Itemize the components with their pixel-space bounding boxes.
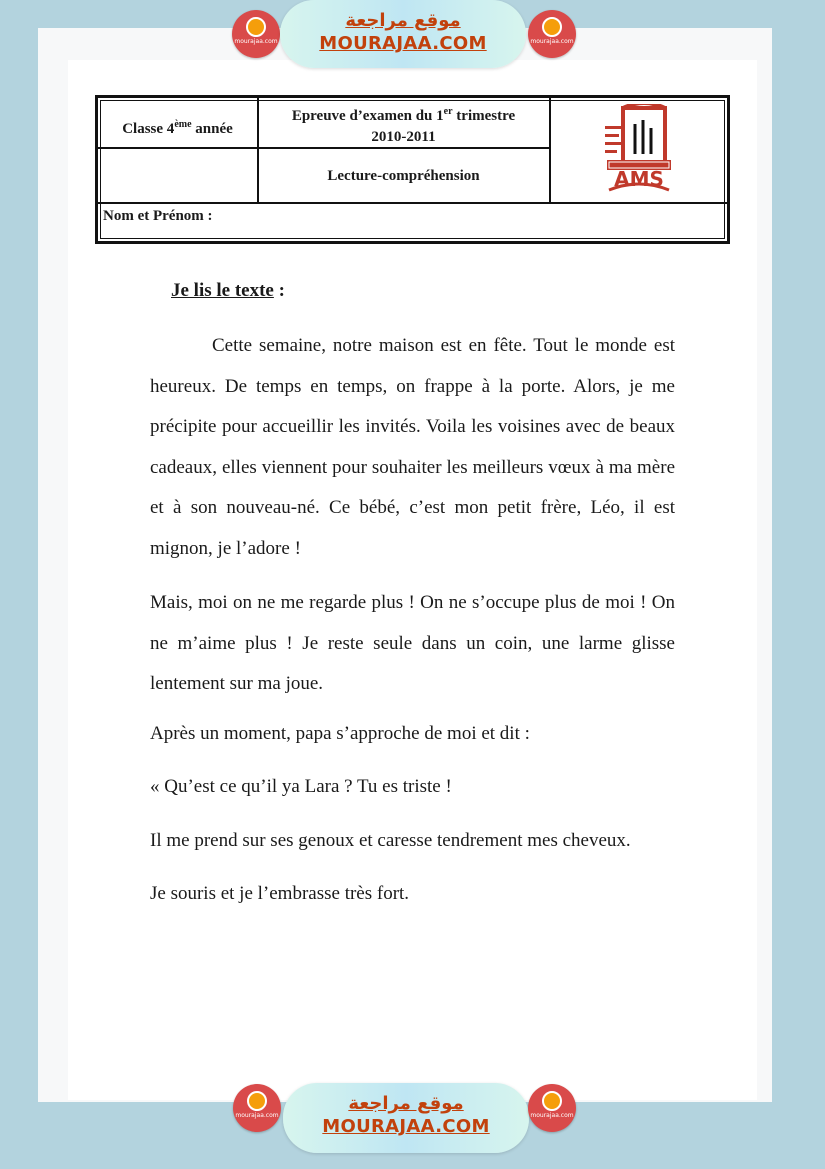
paragraph-2: Mais, moi on ne me regarde plus ! On ne s’occupe plus de moi ! On ne m’aime plus ! Je reste seule dans un coin, une larme glisse lentement sur ma joue. xyxy=(150,592,675,694)
site-logo-icon xyxy=(542,17,562,37)
site-banner-bottom[interactable] xyxy=(283,1083,529,1153)
paragraph-1: Cette semaine, notre maison est en fête. Tout le monde est heureux. De temps en temps, on frappe à la porte. Alors, je me précipite pour accueillir les invités. Voila les voisines avec de beaux cadeaux, elles viennent pour souhaiter les meilleurs vœux à ma mère et à son nouveau-né. Ce bébé, c’est mon petit frère, Léo, il est mignon, je l’adore ! xyxy=(150,335,675,559)
site-badge-right-top: mourajaa.com xyxy=(528,10,576,58)
site-badge-left-top: mourajaa.com xyxy=(232,10,280,58)
banner-site-link[interactable]: MOURAJAA.COM xyxy=(322,1116,490,1137)
site-logo-icon xyxy=(542,1091,562,1111)
site-badge-left-bottom: mourajaa.com xyxy=(233,1084,281,1132)
subject-cell: Lecture-compréhension xyxy=(327,168,480,184)
banner-arabic-title: موقع مراجعة xyxy=(345,10,461,31)
text-line-3: Après un moment, papa s’approche de moi et dit : xyxy=(150,723,530,744)
name-field-label: Nom et Prénom : xyxy=(103,208,213,224)
school-logo-icon xyxy=(605,104,673,196)
site-logo-icon xyxy=(246,17,266,37)
text-line-5: Il me prend sur ses genoux et caresse tendrement mes cheveux. xyxy=(150,830,631,851)
site-badge-right-bottom: mourajaa.com xyxy=(528,1084,576,1132)
class-cell: Classe 4ème année xyxy=(122,119,233,137)
site-logo-icon xyxy=(247,1091,267,1111)
section-heading: Je lis le texte : xyxy=(171,280,285,301)
text-line-6: Je souris et je l’embrasse très fort. xyxy=(150,883,410,904)
banner-site-link[interactable]: MOURAJAA.COM xyxy=(319,33,487,54)
svg-text:AMS: AMS xyxy=(614,167,664,191)
table-divider xyxy=(98,202,727,204)
banner-arabic-title: موقع مراجعة xyxy=(348,1093,464,1114)
exam-title-cell: Epreuve d’examen du 1er trimestre 2010-2011 xyxy=(291,106,516,145)
site-banner-top[interactable] xyxy=(280,0,526,68)
text-line-4: « Qu’est ce qu’il ya Lara ? Tu es triste ! xyxy=(150,776,452,797)
table-divider xyxy=(549,98,551,203)
